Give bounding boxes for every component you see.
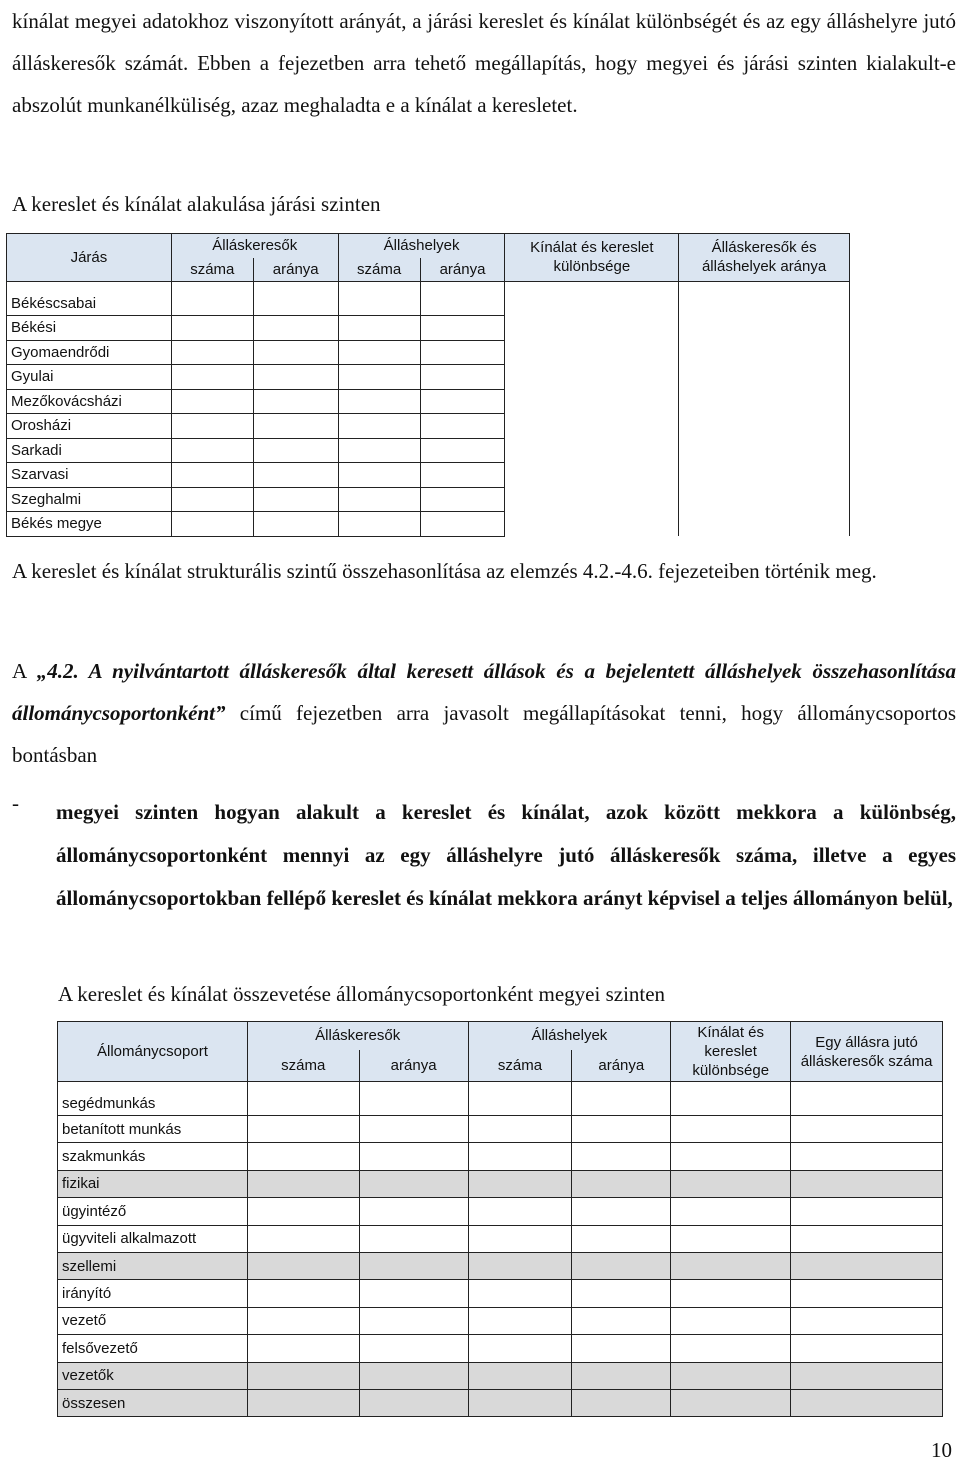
table-row <box>58 1116 943 1143</box>
data-cell <box>247 1143 359 1170</box>
data-cell <box>505 389 679 414</box>
data-cell <box>671 1307 791 1334</box>
data-cell <box>253 512 338 537</box>
data-cell <box>171 487 253 512</box>
data-cell <box>338 512 420 537</box>
data-cell <box>505 414 679 439</box>
jaras-name: Szarvasi <box>7 463 172 488</box>
data-cell <box>671 1116 791 1143</box>
header-arany: Álláskeresők és álláshelyek aránya <box>679 234 850 282</box>
data-cell <box>679 487 850 512</box>
header-allaskeresok-szama: száma <box>171 258 253 282</box>
data-cell <box>505 282 679 316</box>
data-cell <box>247 1082 359 1116</box>
header-allaskeresok-aranya: aránya <box>253 258 338 282</box>
table-row <box>58 1389 943 1416</box>
data-cell <box>572 1082 671 1116</box>
data-cell <box>468 1225 572 1252</box>
table-row <box>58 1082 943 1116</box>
data-cell <box>253 365 338 390</box>
header2-allaskeresok-aranya: aránya <box>359 1050 468 1082</box>
data-cell <box>338 487 420 512</box>
data-cell <box>505 340 679 365</box>
data-cell <box>171 389 253 414</box>
data-cell <box>420 512 505 537</box>
table-row <box>58 1280 943 1307</box>
data-cell <box>359 1143 468 1170</box>
data-cell <box>572 1280 671 1307</box>
table-row <box>58 1143 943 1170</box>
data-cell <box>247 1335 359 1362</box>
data-cell <box>572 1225 671 1252</box>
data-cell <box>671 1143 791 1170</box>
data-cell <box>247 1252 359 1279</box>
data-cell <box>253 414 338 439</box>
data-cell <box>247 1280 359 1307</box>
data-cell <box>679 282 850 316</box>
data-cell <box>338 463 420 488</box>
table-row <box>7 365 850 390</box>
data-cell <box>572 1362 671 1389</box>
data-cell <box>359 1362 468 1389</box>
data-cell <box>338 316 420 341</box>
table-allomanycsoport <box>57 1021 943 1417</box>
data-cell <box>253 282 338 316</box>
table-row <box>7 282 850 316</box>
table1-caption: A kereslet és kínálat alakulása járási szinten <box>12 192 381 216</box>
data-cell <box>791 1252 943 1279</box>
allomanycsoport-name: összesen <box>58 1389 248 1416</box>
data-cell <box>679 389 850 414</box>
data-cell <box>247 1307 359 1334</box>
data-cell <box>171 365 253 390</box>
data-cell <box>247 1362 359 1389</box>
data-cell <box>420 316 505 341</box>
data-cell <box>572 1307 671 1334</box>
header2-allashelyek-aranya: aránya <box>572 1050 671 1082</box>
data-cell <box>505 316 679 341</box>
data-cell <box>791 1280 943 1307</box>
data-cell <box>359 1280 468 1307</box>
jaras-name: Orosházi <box>7 414 172 439</box>
data-cell <box>253 463 338 488</box>
data-cell <box>468 1082 572 1116</box>
data-cell <box>247 1389 359 1416</box>
data-cell <box>338 389 420 414</box>
table-row <box>7 316 850 341</box>
data-cell <box>468 1280 572 1307</box>
allomanycsoport-name: betanított munkás <box>58 1116 248 1143</box>
data-cell <box>671 1389 791 1416</box>
header2-allashelyek: Álláshelyek <box>468 1022 671 1050</box>
header-allomanycsoport: Állománycsoport <box>58 1022 248 1082</box>
bullet-dash: - <box>12 791 19 815</box>
data-cell <box>420 487 505 512</box>
data-cell <box>171 438 253 463</box>
data-cell <box>505 365 679 390</box>
header-jaras: Járás <box>7 234 172 282</box>
data-cell <box>359 1198 468 1225</box>
data-cell <box>359 1082 468 1116</box>
allomanycsoport-name: vezetők <box>58 1362 248 1389</box>
table2-caption: A kereslet és kínálat összevetése állománycsoportonként megyei szinten <box>58 982 666 1006</box>
data-cell <box>338 414 420 439</box>
table2-body <box>58 1082 943 1417</box>
data-cell <box>253 316 338 341</box>
data-cell <box>671 1225 791 1252</box>
table-row <box>7 438 850 463</box>
table-row <box>7 463 850 488</box>
header2-allashelyek-szama: száma <box>468 1050 572 1082</box>
jaras-name: Békési <box>7 316 172 341</box>
jaras-name: Gyomaendrődi <box>7 340 172 365</box>
data-cell <box>338 438 420 463</box>
header-allashelyek-szama: száma <box>338 258 420 282</box>
data-cell <box>791 1143 943 1170</box>
header-allaskeresok: Álláskeresők <box>171 234 338 258</box>
data-cell <box>791 1198 943 1225</box>
data-cell <box>420 282 505 316</box>
data-cell <box>791 1335 943 1362</box>
data-cell <box>791 1170 943 1197</box>
data-cell <box>505 463 679 488</box>
data-cell <box>171 282 253 316</box>
data-cell <box>671 1082 791 1116</box>
jaras-name: Gyulai <box>7 365 172 390</box>
table-row <box>7 512 850 537</box>
data-cell <box>671 1280 791 1307</box>
data-cell <box>679 365 850 390</box>
data-cell <box>671 1170 791 1197</box>
allomanycsoport-name: vezető <box>58 1307 248 1334</box>
data-cell <box>420 389 505 414</box>
data-cell <box>671 1335 791 1362</box>
data-cell <box>468 1335 572 1362</box>
allomanycsoport-name: ügyviteli alkalmazott <box>58 1225 248 1252</box>
data-cell <box>338 365 420 390</box>
data-cell <box>420 340 505 365</box>
data-cell <box>171 463 253 488</box>
paragraph-4-2-rest: című fejezetben arra javasolt megállapításokat tenni, hogy állománycsoportos bontásban <box>12 701 956 767</box>
data-cell <box>505 438 679 463</box>
data-cell <box>679 340 850 365</box>
data-cell <box>253 340 338 365</box>
allomanycsoport-name: felsővezető <box>58 1335 248 1362</box>
data-cell <box>359 1252 468 1279</box>
data-cell <box>671 1252 791 1279</box>
table-row <box>7 414 850 439</box>
data-cell <box>338 282 420 316</box>
data-cell <box>359 1116 468 1143</box>
data-cell <box>572 1116 671 1143</box>
data-cell <box>171 512 253 537</box>
data-cell <box>253 438 338 463</box>
data-cell <box>791 1225 943 1252</box>
data-cell <box>791 1362 943 1389</box>
jaras-name: Sarkadi <box>7 438 172 463</box>
data-cell <box>359 1335 468 1362</box>
data-cell <box>572 1170 671 1197</box>
jaras-name: Szeghalmi <box>7 487 172 512</box>
intro-paragraph: kínálat megyei adatokhoz viszonyított arányát, a járási kereslet és kínálat különbségét és az egy álláshelyre jutó álláskeresők számát. Ebben a fejezetben arra tehető megállapítás, hogy megyei és járási szinten kialakult-e abszolút munkanélküliség, azaz meghaladta e a kínálat a keresletet. <box>12 9 956 117</box>
data-cell <box>572 1335 671 1362</box>
data-cell <box>679 512 850 537</box>
data-cell <box>420 414 505 439</box>
header-kulonbseg: Kínálat és kereslet különbsége <box>505 234 679 282</box>
data-cell <box>247 1170 359 1197</box>
table-jaras <box>6 233 850 537</box>
table-row <box>58 1225 943 1252</box>
data-cell <box>791 1307 943 1334</box>
table-row <box>7 340 850 365</box>
data-cell <box>338 340 420 365</box>
data-cell <box>679 438 850 463</box>
allomanycsoport-name: segédmunkás <box>58 1082 248 1116</box>
table1-body <box>7 282 850 537</box>
allomanycsoport-name: szellemi <box>58 1252 248 1279</box>
table-row <box>58 1170 943 1197</box>
paragraph-strukturalis: A kereslet és kínálat strukturális szintű összehasonlítása az elemzés 4.2.-4.6. fejezeteiben történik meg. <box>12 559 877 583</box>
table-row <box>58 1335 943 1362</box>
data-cell <box>468 1389 572 1416</box>
allomanycsoport-name: ügyintéző <box>58 1198 248 1225</box>
data-cell <box>468 1252 572 1279</box>
page-number: 10 <box>931 1438 952 1462</box>
jaras-name: Békéscsabai <box>7 282 172 316</box>
data-cell <box>253 389 338 414</box>
data-cell <box>679 316 850 341</box>
chapter-title: „4.2. A nyilvántartott álláskeresők által keresett állások és a bejelentett álláshelyek összehasonlítása állománycsoportonként” <box>12 659 956 725</box>
data-cell <box>679 414 850 439</box>
data-cell <box>468 1143 572 1170</box>
data-cell <box>420 438 505 463</box>
paragraph-4-2 <box>12 650 956 776</box>
data-cell <box>171 414 253 439</box>
allomanycsoport-name: szakmunkás <box>58 1143 248 1170</box>
bullet-text: megyei szinten hogyan alakult a kereslet és kínálat, azok között mekkora a különbség, állománycsoportonként mennyi az egy álláshelyre jutó álláskeresők száma, illetve a egyes állománycsoportokban fellépő kereslet és kínálat mekkora arányt képvisel a teljes állományon belül, <box>56 800 956 910</box>
header-allashelyek-aranya: aránya <box>420 258 505 282</box>
paragraph-4-2-start: A <box>12 659 37 683</box>
data-cell <box>671 1198 791 1225</box>
data-cell <box>247 1225 359 1252</box>
data-cell <box>468 1362 572 1389</box>
header2-egy-allasra: Egy állásra jutó álláskeresők száma <box>791 1022 943 1082</box>
data-cell <box>572 1143 671 1170</box>
data-cell <box>791 1082 943 1116</box>
data-cell <box>359 1307 468 1334</box>
data-cell <box>247 1116 359 1143</box>
data-cell <box>572 1252 671 1279</box>
allomanycsoport-name: irányító <box>58 1280 248 1307</box>
header2-allaskeresok: Álláskeresők <box>247 1022 468 1050</box>
header-allashelyek: Álláshelyek <box>338 234 505 258</box>
table-row <box>58 1198 943 1225</box>
data-cell <box>572 1198 671 1225</box>
data-cell <box>468 1116 572 1143</box>
data-cell <box>359 1389 468 1416</box>
data-cell <box>253 487 338 512</box>
jaras-name: Békés megye <box>7 512 172 537</box>
jaras-name: Mezőkovácsházi <box>7 389 172 414</box>
table-row <box>7 487 850 512</box>
data-cell <box>468 1307 572 1334</box>
table-row <box>58 1362 943 1389</box>
data-cell <box>791 1116 943 1143</box>
data-cell <box>791 1389 943 1416</box>
table-row <box>58 1252 943 1279</box>
data-cell <box>679 463 850 488</box>
header2-kulonbseg: Kínálat és kereslet különbsége <box>671 1022 791 1082</box>
data-cell <box>359 1170 468 1197</box>
data-cell <box>420 365 505 390</box>
data-cell <box>505 487 679 512</box>
allomanycsoport-name: fizikai <box>58 1170 248 1197</box>
header2-allaskeresok-szama: száma <box>247 1050 359 1082</box>
data-cell <box>468 1198 572 1225</box>
data-cell <box>468 1170 572 1197</box>
table-row <box>58 1307 943 1334</box>
data-cell <box>171 316 253 341</box>
data-cell <box>505 512 679 537</box>
data-cell <box>247 1198 359 1225</box>
data-cell <box>420 463 505 488</box>
table-row <box>7 389 850 414</box>
data-cell <box>572 1389 671 1416</box>
data-cell <box>671 1362 791 1389</box>
data-cell <box>171 340 253 365</box>
data-cell <box>359 1225 468 1252</box>
